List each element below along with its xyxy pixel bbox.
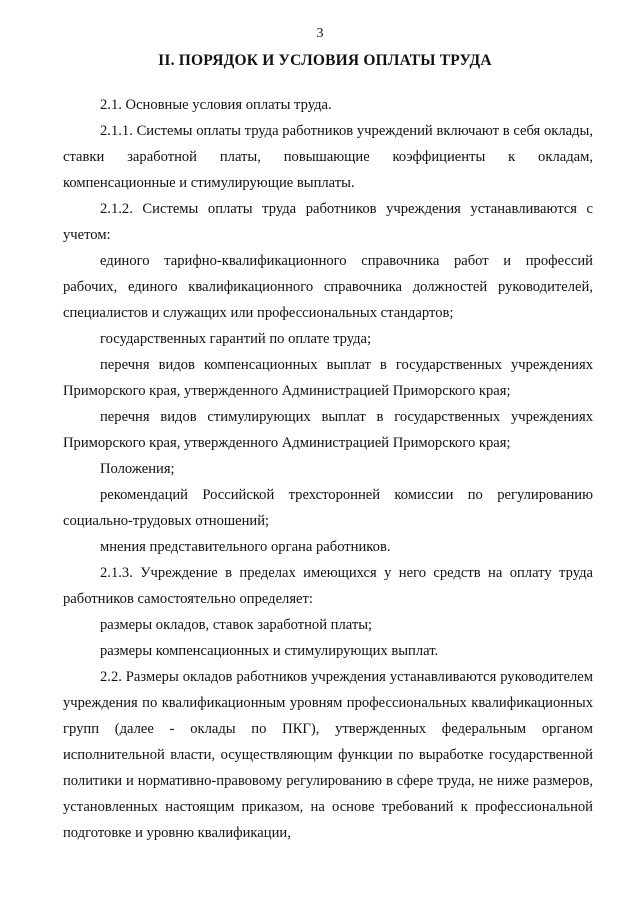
list-item-compensation-payments: перечня видов компенсационных выплат в государственных учреждениях Приморского края, утвержденного Администрацией Приморского края; xyxy=(63,357,593,399)
list-item-regulation: Положения; xyxy=(100,461,175,477)
paragraph-2-1: 2.1. Основные условия оплаты труда. xyxy=(100,97,332,113)
paragraph-2-2: 2.2. Размеры окладов работников учреждения устанавливаются руководителем учреждения по квалификационным уровням профессиональных квалификационных групп (далее - оклады по ПКГ), утвержденных федеральным органом исполнительной власти, осуществляющим функции по выработке государственной политики и нормативно-правовому регулированию в сфере труда, не ниже размеров, установленных настоящим приказом, на основе требований к профессиональной подготовке и уровню квалификации, xyxy=(63,669,593,841)
document-body xyxy=(63,92,593,846)
section-title: II. ПОРЯДОК И УСЛОВИЯ ОПЛАТЫ ТРУДА xyxy=(158,52,492,69)
list-item-payment-sizes: размеры компенсационных и стимулирующих выплат. xyxy=(100,643,439,659)
list-item-incentive-payments: перечня видов стимулирующих выплат в государственных учреждениях Приморского края, утвержденного Администрацией Приморского края; xyxy=(63,409,593,451)
paragraph-2-1-3: 2.1.3. Учреждение в пределах имеющихся у него средств на оплату труда работников самостоятельно определяет: xyxy=(63,565,593,607)
list-item-commission-recommendations: рекомендаций Российской трехсторонней комиссии по регулированию социально-трудовых отношений; xyxy=(63,487,593,529)
paragraph-2-1-2: 2.1.2. Системы оплаты труда работников учреждения устанавливаются с учетом: xyxy=(63,201,593,243)
paragraph-2-1-1: 2.1.1. Системы оплаты труда работников учреждений включают в себя оклады, ставки заработной платы, повышающие коэффициенты к окладам, компенсационные и стимулирующие выплаты. xyxy=(63,123,593,191)
list-item-workers-body-opinion: мнения представительного органа работников. xyxy=(100,539,391,555)
list-item-state-guarantees: государственных гарантий по оплате труда; xyxy=(100,331,372,347)
list-item-tariff-reference: единого тарифно-квалификационного справочника работ и профессий рабочих, единого квалификационного справочника должностей руководителей, специалистов и служащих или профессиональных стандартов; xyxy=(63,253,593,321)
list-item-salary-sizes: размеры окладов, ставок заработной платы; xyxy=(100,617,373,633)
page-number: 3 xyxy=(316,26,324,41)
